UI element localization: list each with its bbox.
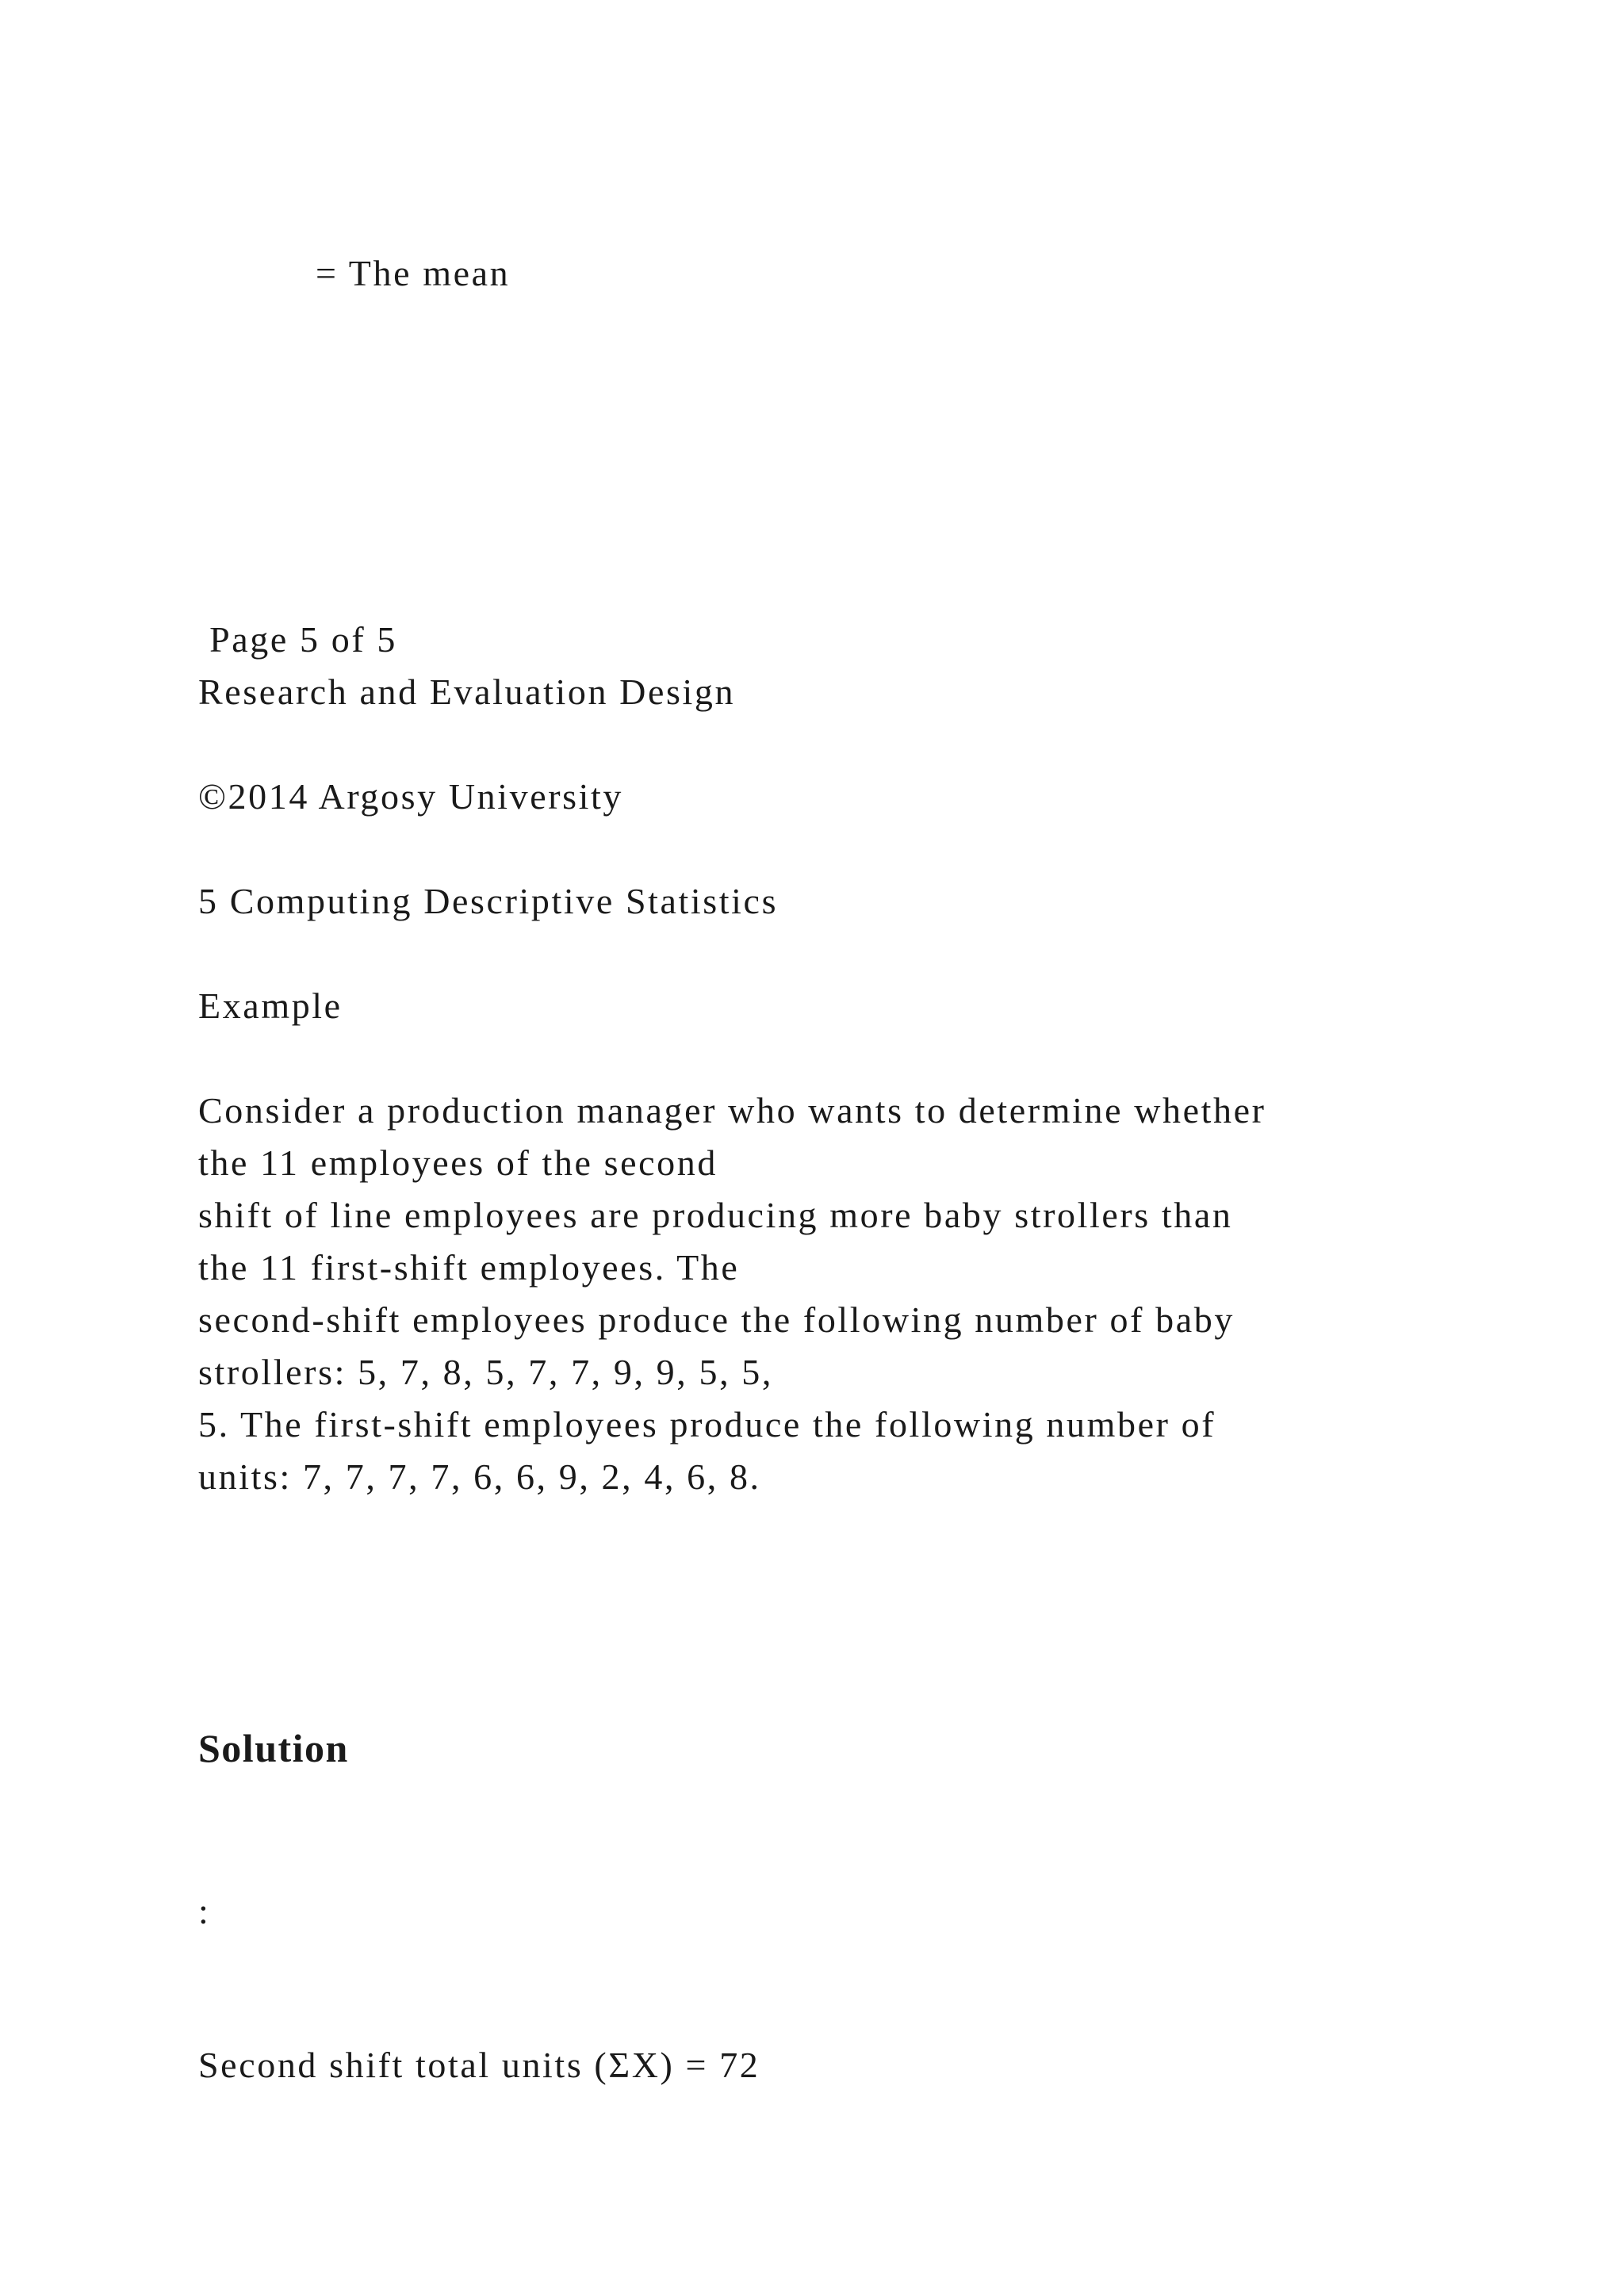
second-shift-total: Second shift total units (ΣX) = 72: [198, 2045, 760, 2085]
paragraph-line: 5. The first-shift employees produce the following number of: [198, 1404, 1216, 1445]
paragraph-line: units: 7, 7, 7, 7, 6, 6, 9, 2, 4, 6, 8.: [198, 1456, 761, 1497]
paragraph-line: the 11 employees of the second: [198, 1142, 718, 1183]
solution-heading: Solution: [198, 1726, 349, 1770]
paragraph-line: strollers: 5, 7, 8, 5, 7, 7, 9, 9, 5, 5,: [198, 1352, 773, 1392]
colon-line: :: [198, 1891, 211, 1931]
course-title: Research and Evaluation Design: [198, 672, 736, 712]
paragraph-line: shift of line employees are producing more baby strollers than: [198, 1195, 1233, 1235]
section-title: 5 Computing Descriptive Statistics: [198, 881, 779, 921]
copyright-notice: ©2014 Argosy University: [198, 776, 624, 817]
paragraph-line: the 11 first-shift employees. The: [198, 1247, 740, 1288]
mean-definition-line: = The mean: [316, 253, 511, 293]
example-heading: Example: [198, 985, 343, 1026]
page-number: Page 5 of 5: [198, 619, 397, 660]
paragraph-line: Consider a production manager who wants to determine whether: [198, 1090, 1266, 1131]
paragraph-line: second-shift employees produce the following number of baby: [198, 1299, 1235, 1340]
